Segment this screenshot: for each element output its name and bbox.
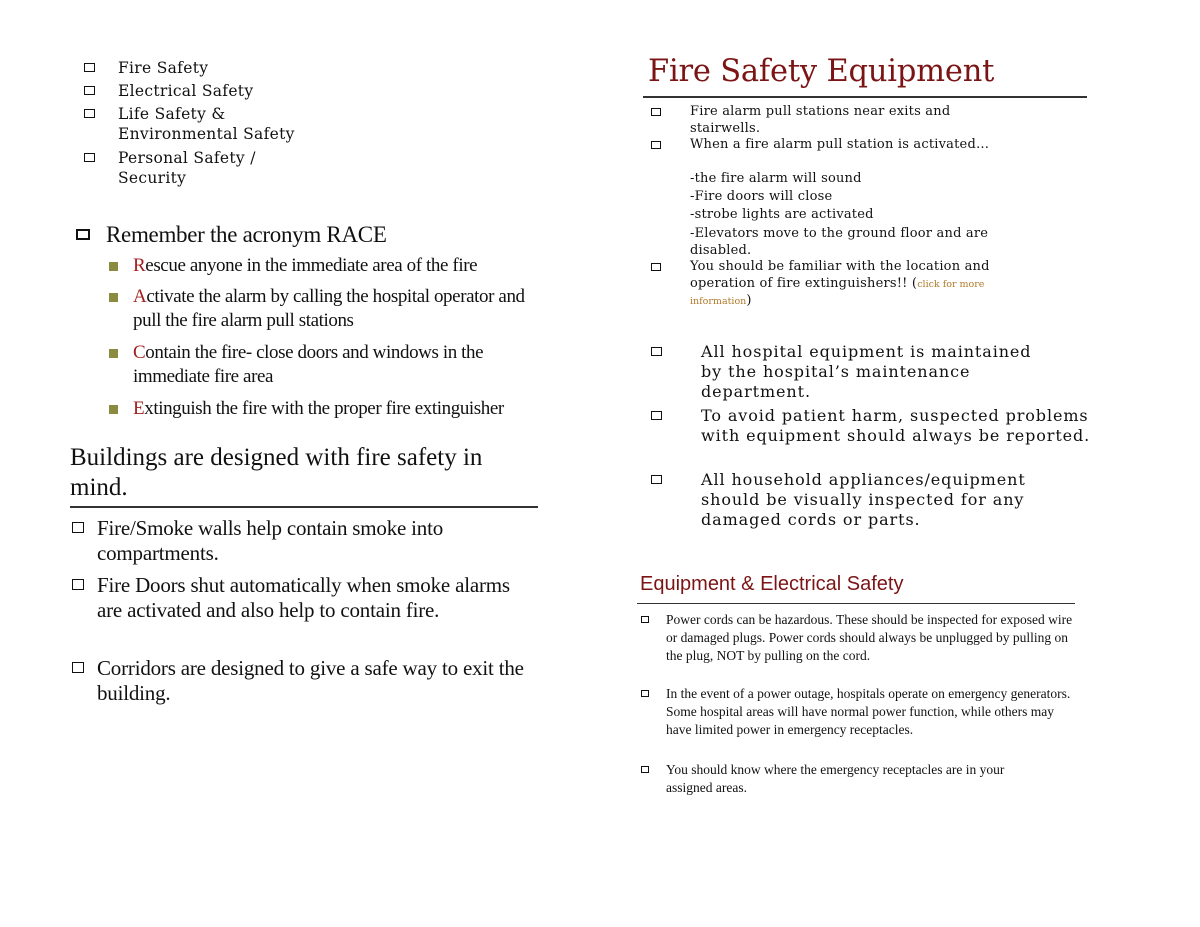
square-bullet-icon bbox=[109, 293, 118, 302]
divider bbox=[643, 96, 1087, 98]
checkbox-bullet-icon bbox=[651, 263, 661, 271]
buildings-title: Buildings are designed with fire safety in mind. bbox=[70, 444, 483, 501]
divider bbox=[70, 506, 538, 508]
alarm-effect: -strobe lights are activated bbox=[690, 207, 874, 222]
checkbox-bullet-icon bbox=[641, 616, 649, 623]
checkbox-bullet-icon bbox=[651, 347, 662, 356]
alarm-effect: -Fire doors will close bbox=[690, 189, 833, 204]
checkbox-bullet-icon bbox=[651, 108, 661, 116]
square-bullet-icon bbox=[109, 349, 118, 358]
fire-safety-equipment-title: Fire Safety Equipment bbox=[648, 54, 995, 89]
square-bullet-icon bbox=[109, 405, 118, 414]
square-bullet-icon bbox=[109, 262, 118, 271]
checkbox-bullet-icon bbox=[76, 229, 90, 240]
checkbox-bullet-icon bbox=[72, 522, 84, 533]
checkbox-bullet-icon bbox=[641, 766, 649, 773]
divider bbox=[637, 603, 1075, 604]
checkbox-bullet-icon bbox=[641, 690, 649, 697]
checkbox-bullet-icon bbox=[84, 86, 95, 95]
more-information-link[interactable]: click for more information bbox=[690, 278, 985, 307]
checkbox-bullet-icon bbox=[84, 109, 95, 118]
checkbox-bullet-icon bbox=[72, 579, 84, 590]
checkbox-bullet-icon bbox=[651, 141, 661, 149]
alarm-effect: -the fire alarm will sound bbox=[690, 171, 862, 186]
equipment-electrical-safety-title: Equipment & Electrical Safety bbox=[640, 573, 904, 595]
checkbox-bullet-icon bbox=[84, 153, 95, 162]
checkbox-bullet-icon bbox=[84, 63, 95, 72]
checkbox-bullet-icon bbox=[651, 411, 662, 420]
alarm-effect: -Elevators move to the ground floor and are disabled. bbox=[690, 226, 989, 258]
checkbox-bullet-icon bbox=[651, 475, 662, 484]
checkbox-bullet-icon bbox=[72, 662, 84, 673]
